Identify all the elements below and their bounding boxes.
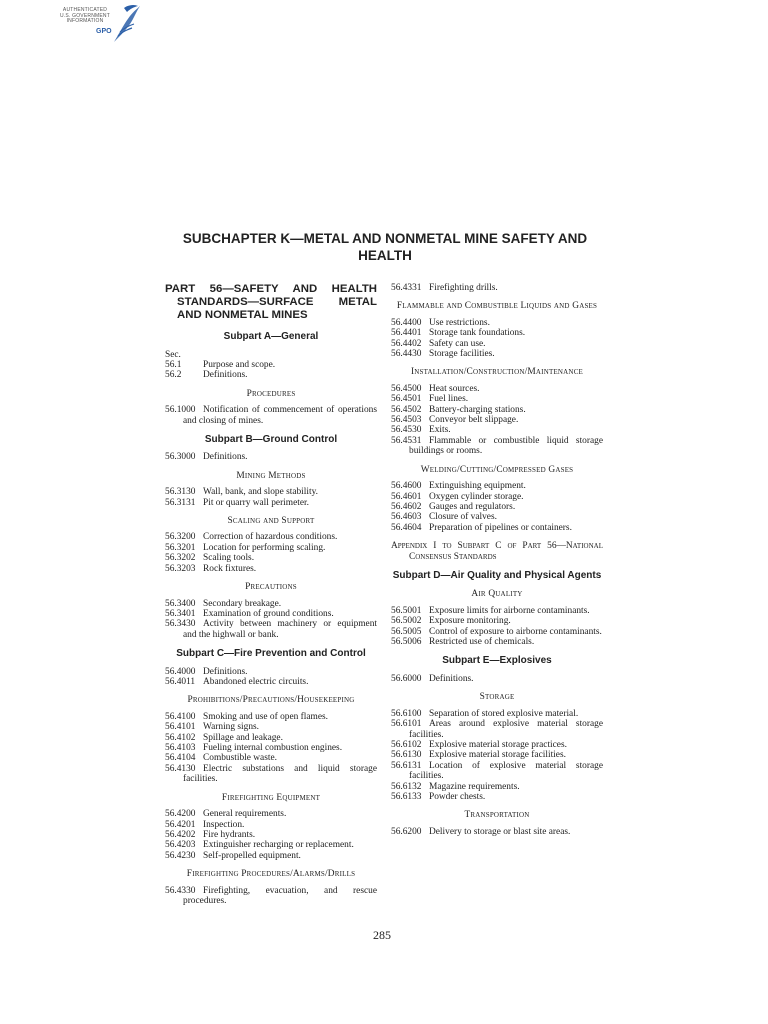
section-entry: 56.3201 Location for performing scaling.	[165, 542, 326, 553]
section-entry: 56.6101 Areas around explosive material storage facilities.	[391, 719, 603, 740]
section-entry: 56.4203 Extinguisher recharging or replacement.	[165, 840, 354, 851]
section-entry: 56.4000 Definitions.	[165, 666, 248, 677]
subchapter-title: SUBCHAPTER K—METAL AND NONMETAL MINE SAFETY AND HEALTH	[182, 231, 588, 263]
section-entry: 56.4200 General requirements.	[165, 809, 287, 820]
subpart-a-heading: Subpart A—General	[223, 331, 319, 342]
appendix-entry: Appendix I to Subpart C of Part 56—National Consensus Standards	[391, 541, 603, 562]
section-entry: 56.4531 Flammable or combustible liquid storage buildings or rooms.	[391, 435, 603, 457]
section-entry: 56.4602 Gauges and regulators.	[391, 501, 516, 512]
section-entry: 56.4104 Combustible waste.	[165, 753, 277, 764]
section-entry: 56.5006 Restricted use of chemicals.	[391, 637, 535, 648]
welding-heading: Welding/Cutting/Compressed Gases	[420, 464, 574, 475]
subpart-d-heading: Subpart D—Air Quality and Physical Agents	[392, 569, 602, 581]
mining-methods-heading: Mining Methods	[236, 470, 306, 481]
section-entry: 56.4202 Fire hydrants.	[165, 829, 256, 840]
logo-text	[56, 8, 114, 25]
section-entry: 56.6130 Explosive material storage facilities.	[391, 750, 566, 761]
section-entry: 56.4011 Abandoned electric circuits.	[165, 677, 309, 688]
installation-heading: Installation/Construction/Maintenance	[410, 367, 584, 378]
section-entry: 56.2 Definitions.	[165, 370, 248, 381]
section-entry: 56.3130 Wall, bank, and slope stability.	[165, 487, 319, 498]
section-entry: 56.5002 Exposure monitoring.	[391, 616, 511, 627]
section-entry: 56.4400 Use restrictions.	[391, 317, 490, 328]
part-title-line: STANDARDS—SURFACE METAL	[177, 296, 377, 308]
left-column	[165, 283, 377, 906]
section-entry: 56.4102 Spillage and leakage.	[165, 732, 283, 743]
section-entry: 56.4501 Fuel lines.	[391, 394, 469, 405]
section-entry: 56.3430 Activity between machinery or equipment and the highwall or bank.	[165, 619, 377, 640]
part-title-line: AND NONMETAL MINES	[177, 309, 308, 321]
section-entry: 56.4503 Conveyor belt slippage.	[391, 415, 519, 426]
general-list	[165, 360, 377, 381]
part-title	[165, 283, 377, 322]
section-entry: 56.4201 Inspection.	[165, 819, 245, 830]
section-entry: 56.4401 Storage tank foundations.	[391, 328, 526, 339]
section-entry: 56.5001 Exposure limits for airborne contaminants.	[391, 605, 590, 616]
subpart-e-heading: Subpart E—Explosives	[442, 655, 552, 667]
section-entry: 56.4603 Closure of valves.	[391, 512, 497, 523]
procedures-heading: Procedures	[246, 388, 296, 399]
section-entry: 56.4604 Preparation of pipelines or containers.	[391, 522, 572, 533]
section-entry: 56.4600 Extinguishing equipment.	[391, 481, 526, 492]
section-entry: 56.4500 Heat sources.	[391, 383, 480, 394]
section-entry: 56.4402 Safety can use.	[391, 338, 486, 349]
scaling-heading: Scaling and Support	[227, 516, 315, 527]
prohibitions-heading: Prohibitions/Precautions/Housekeeping	[187, 695, 355, 706]
page-number: 285	[373, 928, 391, 942]
section-entry: 56.4230 Self-propelled equipment.	[165, 850, 301, 861]
air-quality-heading: Air Quality	[471, 589, 523, 600]
section-entry: 56.6100 Separation of stored explosive material.	[391, 708, 579, 719]
logo-line: INFORMATION	[66, 18, 104, 25]
section-entry: 56.4103 Fueling internal combustion engines.	[165, 743, 343, 754]
section-entry: 56.3401 Examination of ground conditions.	[165, 608, 334, 619]
section-entry: 56.5005 Control of exposure to airborne contaminants.	[391, 626, 602, 637]
firefighting-equipment-heading: Firefighting Equipment	[221, 792, 321, 803]
gpo-label: GPO	[96, 28, 112, 35]
section-entry: 56.1000 Notification of commencement of operations and closing of mines.	[165, 405, 377, 426]
section-entry: 56.1 Purpose and scope.	[165, 359, 276, 370]
section-entry: 56.3000 Definitions.	[165, 452, 248, 463]
section-entry: 56.6132 Magazine requirements.	[391, 781, 520, 792]
logo-line: U.S. GOVERNMENT	[60, 12, 110, 19]
section-entry: 56.4530 Exits.	[391, 425, 451, 436]
section-entry: 56.3400 Secondary breakage.	[165, 598, 282, 609]
section-entry: 56.4430 Storage facilities.	[391, 349, 495, 360]
transportation-heading: Transportation	[464, 810, 530, 821]
section-entry: 56.6131 Location of explosive material storage facilities.	[391, 760, 603, 782]
storage-heading: Storage	[479, 692, 515, 703]
section-entry: 56.6133 Powder chests.	[391, 792, 486, 803]
section-entry: 56.3202 Scaling tools.	[165, 553, 255, 564]
subpart-b-heading: Subpart B—Ground Control	[204, 433, 338, 445]
logo-line: AUTHENTICATED	[62, 7, 108, 13]
section-entry: 56.4331 Firefighting drills.	[391, 283, 498, 293]
firefighting-procedures-heading: Firefighting Procedures/Alarms/Drills	[186, 869, 356, 880]
section-entry: 56.4101 Warning signs.	[165, 722, 260, 733]
section-entry: 56.4601 Oxygen cylinder storage.	[391, 491, 524, 502]
part-title-line: PART 56—SAFETY AND HEALTH	[165, 283, 377, 295]
section-entry: 56.6000 Definitions.	[391, 673, 474, 684]
section-entry: 56.3200 Correction of hazardous conditions.	[165, 532, 338, 543]
section-entry: 56.4130 Electric substations and liquid storage facilities.	[165, 763, 377, 785]
flammable-heading: Flammable and Combustible Liquids and Gases	[396, 301, 598, 312]
gpo-authentication-logo	[56, 2, 142, 46]
section-entry: 56.6102 Explosive material storage practices.	[391, 740, 567, 750]
section-entry: 56.6200 Delivery to storage or blast site areas.	[391, 826, 571, 837]
precautions-heading: Precautions	[245, 582, 297, 593]
section-entry: 56.4330 Firefighting, evacuation, and rescue procedures.	[165, 885, 377, 906]
section-entry: 56.4100 Smoking and use of open flames.	[165, 711, 328, 722]
eagle-icon	[110, 2, 142, 46]
subpart-c-heading: Subpart C—Fire Prevention and Control	[176, 648, 366, 660]
section-entry: 56.4502 Battery-charging stations.	[391, 404, 526, 415]
section-entry: 56.3203 Rock fixtures.	[165, 563, 257, 574]
right-column	[391, 283, 603, 837]
section-entry: 56.3131 Pit or quarry wall perimeter.	[165, 497, 309, 508]
sec-label: Sec.	[165, 349, 181, 360]
